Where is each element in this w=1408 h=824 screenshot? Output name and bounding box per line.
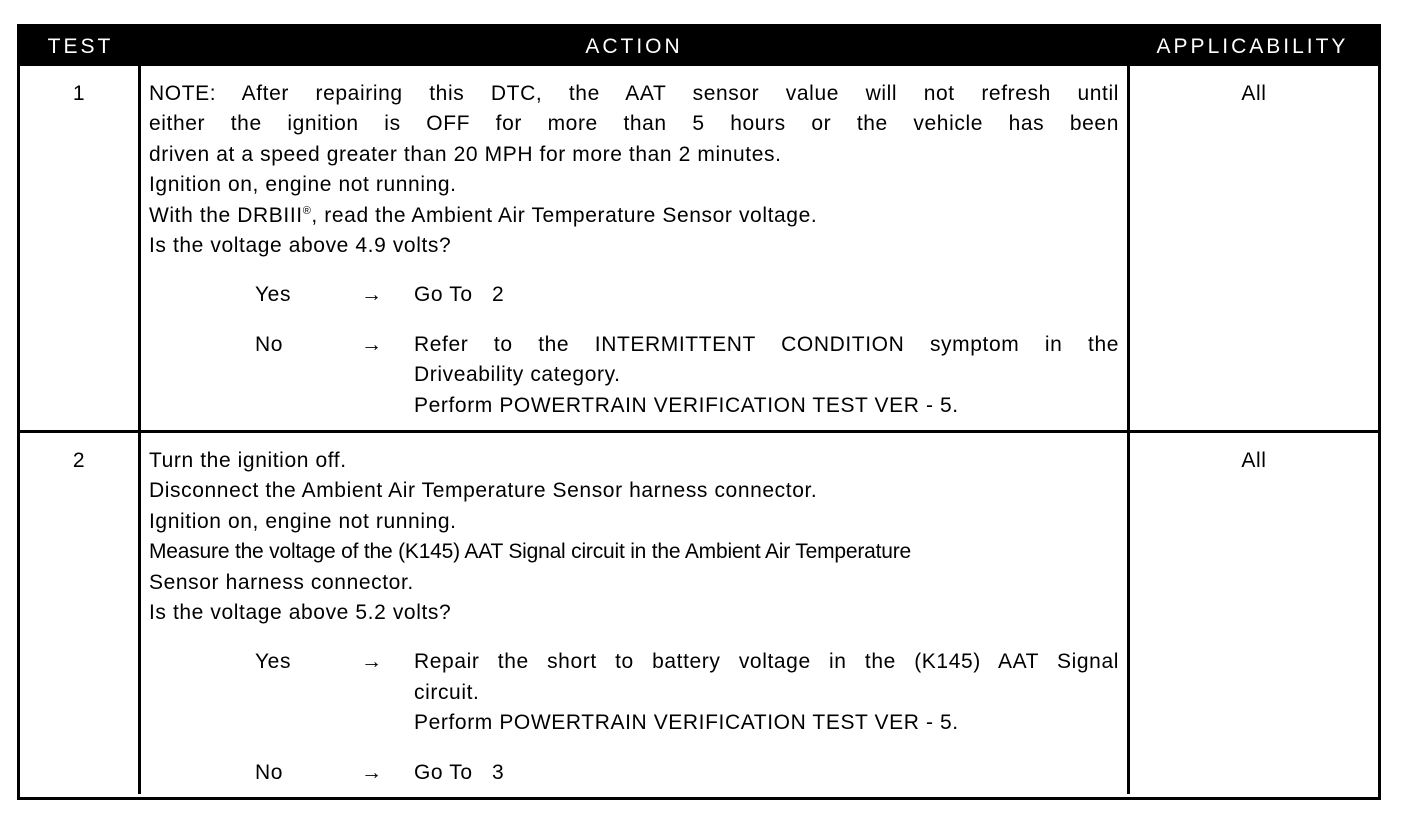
yes-label: Yes [255, 283, 292, 307]
right-arrow-icon: → [361, 760, 383, 784]
applicability-1: All [1127, 66, 1378, 430]
right-arrow-icon: → [361, 650, 383, 674]
result-line: Driveability category. [414, 363, 621, 387]
action-line-drbiii [149, 201, 1119, 231]
action-line: either the ignition is OFF for more than 5 hours or the vehicle has been [149, 112, 1119, 136]
applicability-2: All [1127, 430, 1378, 794]
yes-result [414, 647, 1119, 738]
action-line: Measure the voltage of the (K145) AAT Signal circuit in the Ambient Air Temperature [149, 540, 911, 564]
action-line: Ignition on, engine not running. [149, 509, 457, 533]
result-line: Go To 3 [414, 760, 505, 784]
action-line: Ignition on, engine not running. [149, 173, 457, 197]
result-line: Perform POWERTRAIN VERIFICATION TEST VER - 5. [414, 393, 959, 417]
action-line: Sensor harness connector. [149, 570, 414, 594]
drb-text: With the DRBIII [149, 203, 303, 227]
no-label: No [255, 332, 284, 356]
action-cell-2 [141, 430, 1127, 794]
action-line: driven at a speed greater than 20 MPH for more than 2 minutes. [149, 142, 782, 166]
action-question: Is the voltage above 5.2 volts? [149, 601, 452, 625]
yes-result [414, 280, 1119, 310]
action-cell-1 [141, 66, 1127, 430]
result-line: Refer to the INTERMITTENT CONDITION symptom in the [414, 332, 1119, 356]
header-applicability: APPLICABILITY [1127, 27, 1378, 66]
result-line: Perform POWERTRAIN VERIFICATION TEST VER - 5. [414, 711, 959, 735]
test-number-1: 1 [20, 66, 141, 430]
header-action: ACTION [141, 27, 1127, 66]
no-result [414, 330, 1119, 421]
action-line: Turn the ignition off. [149, 449, 347, 472]
action-question: Is the voltage above 4.9 volts? [149, 234, 452, 258]
yes-answer [149, 647, 1119, 738]
header-test: TEST [20, 27, 141, 66]
yes-label: Yes [255, 650, 292, 674]
no-answer [149, 758, 1119, 788]
right-arrow-icon: → [361, 283, 383, 307]
no-label: No [255, 760, 284, 784]
right-arrow-icon: → [361, 332, 383, 356]
yes-answer [149, 280, 1119, 310]
test-number-2: 2 [20, 430, 141, 794]
action-line: NOTE: After repairing this DTC, the AAT sensor value will not refresh until [149, 82, 1119, 105]
drb-text-after: , read the Ambient Air Temperature Sensor voltage. [311, 203, 818, 227]
no-result [414, 758, 1119, 788]
result-line: circuit. [414, 680, 480, 704]
diagnostic-test-table [17, 24, 1381, 800]
result-line: Repair the short to battery voltage in the (K145) AAT Signal [414, 650, 1119, 674]
result-line: Go To 2 [414, 283, 505, 307]
no-answer [149, 330, 1119, 421]
action-line: Disconnect the Ambient Air Temperature Sensor harness connector. [149, 479, 818, 503]
registered-mark: ® [302, 204, 312, 217]
